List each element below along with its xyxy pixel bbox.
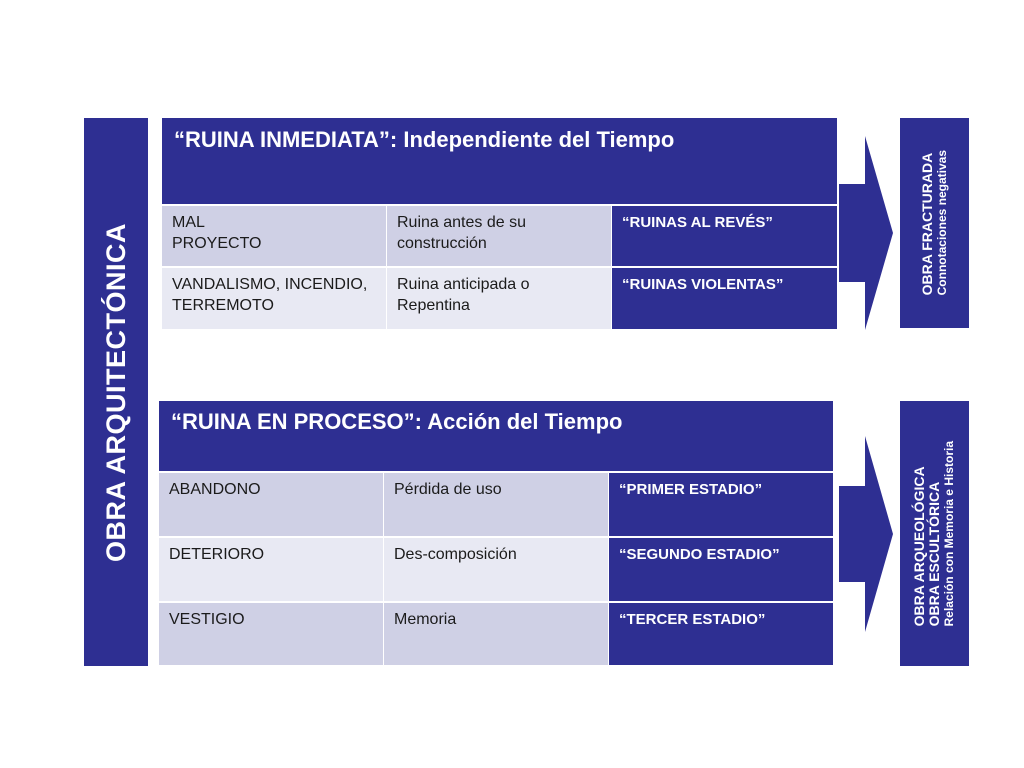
table-row (162, 206, 837, 267)
outcome-line: Relación con Memoria e Historia (942, 440, 956, 627)
outcome-label-bottom (912, 441, 957, 626)
outcome-line: OBRA ARQUEOLÓGICA (911, 466, 927, 627)
outcome-line: Connotaciones negativas (934, 150, 949, 296)
outcome-line: OBRA FRACTURADA (918, 153, 935, 296)
section-title-bottom: “RUINA EN PROCESO”: Acción del Tiempo (159, 401, 833, 471)
description-cell: Ruina antes de su construcción (387, 206, 612, 267)
result-cell: “PRIMER ESTADIO” (609, 473, 833, 537)
cause-cell: MAL PROYECTO (162, 206, 387, 267)
result-cell: “RUINAS VIOLENTAS” (612, 268, 837, 330)
outcome-bar-top (900, 118, 969, 328)
result-cell: “TERCER ESTADIO” (609, 603, 833, 666)
table-row (159, 473, 833, 537)
description-cell: Pérdida de uso (384, 473, 609, 537)
left-vertical-bar (84, 118, 148, 666)
right-arrow-icon (839, 136, 893, 330)
description-cell: Memoria (384, 603, 609, 666)
cause-cell: ABANDONO (159, 473, 384, 537)
outcome-line: OBRA ESCULTÓRICA (926, 481, 942, 627)
outcome-label-top (920, 150, 950, 295)
cause-cell: DETERIORO (159, 538, 384, 602)
table-row (162, 268, 837, 330)
table-row (159, 603, 833, 666)
description-cell: Des-composición (384, 538, 609, 602)
section-ruina-en-proceso (159, 401, 833, 666)
result-cell: “SEGUNDO ESTADIO” (609, 538, 833, 602)
result-cell: “RUINAS AL REVÉS” (612, 206, 837, 267)
cause-cell: VANDALISMO, INCENDIO, TERREMOTO (162, 268, 387, 330)
cause-cell: VESTIGIO (159, 603, 384, 666)
outcome-bar-bottom (900, 401, 969, 666)
description-cell: Ruina anticipada o Repentina (387, 268, 612, 330)
left-bar-label: OBRA ARQUITECTÓNICA (100, 222, 131, 562)
section-ruina-inmediata (162, 118, 837, 330)
table-row (159, 538, 833, 602)
section-title-top: “RUINA INMEDIATA”: Independiente del Tiempo (162, 118, 837, 204)
right-arrow-icon (839, 436, 893, 632)
